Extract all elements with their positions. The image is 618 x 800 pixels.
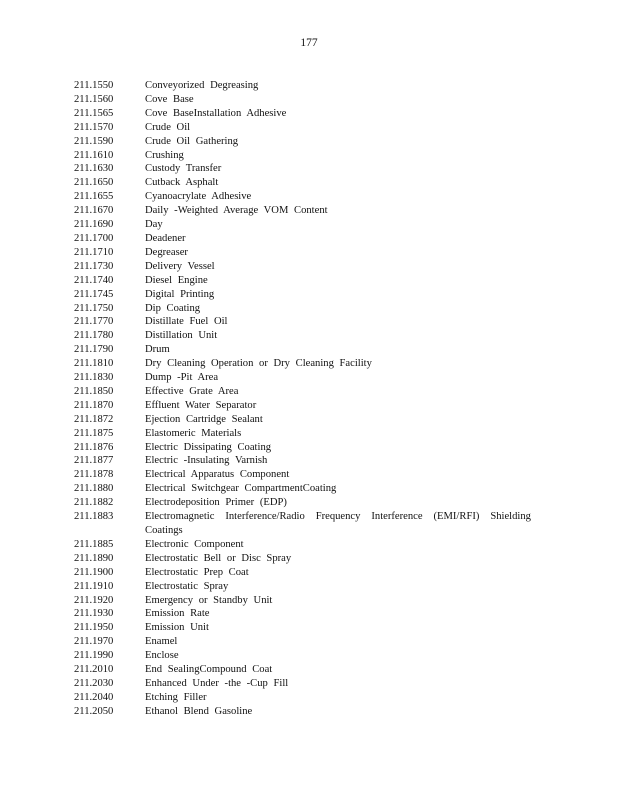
section-number: 211.1650 [74, 177, 114, 189]
definition-entry [74, 566, 544, 580]
defined-term: Distillate Fuel Oil [145, 316, 228, 328]
definition-entry [74, 149, 544, 163]
section-number: 211.1750 [74, 302, 114, 314]
defined-term: Distillation Unit [145, 330, 218, 342]
section-number: 211.1878 [74, 469, 114, 481]
definition-entry [74, 413, 544, 427]
definition-entry [74, 162, 544, 176]
section-number: 211.2010 [74, 664, 114, 676]
defined-term-word: Frequency [315, 511, 361, 523]
definition-entry [74, 371, 544, 385]
page-number: 177 [300, 37, 318, 49]
definition-entry [74, 176, 544, 190]
definition-entry [74, 594, 544, 608]
section-number: 211.1630 [74, 163, 114, 175]
definition-entry [74, 135, 544, 149]
section-number: 211.1670 [74, 205, 114, 217]
defined-term: Day [145, 219, 163, 231]
definition-entry [74, 302, 544, 316]
defined-term: Deadener [145, 232, 186, 244]
definition-entry [74, 538, 544, 552]
defined-term: Crushing [145, 149, 184, 161]
defined-term: Electrodeposition Primer (EDP) [145, 497, 287, 509]
defined-term: Cyanoacrylate Adhesive [145, 191, 252, 203]
defined-term-word: Interference/Radio [225, 511, 305, 523]
section-number: 211.1920 [74, 594, 114, 606]
defined-term: Electrostatic Bell or Disc Spray [145, 552, 292, 564]
section-number: 211.1830 [74, 372, 114, 384]
section-number: 211.2040 [74, 691, 114, 703]
defined-term: Emission Unit [145, 622, 209, 634]
defined-term: Enamel [145, 636, 178, 648]
defined-term: Ethanol Blend Gasoline [145, 705, 253, 717]
definition-entry [74, 274, 544, 288]
section-number: 211.1770 [74, 316, 114, 328]
defined-term: Electrical Switchgear CompartmentCoating [145, 483, 337, 495]
defined-term: Elastomeric Materials [145, 427, 242, 439]
defined-term: Crude Oil Gathering [145, 135, 239, 147]
defined-term-word: (EMI/RFI) [433, 511, 480, 523]
definition-entry [74, 663, 544, 677]
section-number: 211.1930 [74, 608, 114, 620]
section-number: 211.1900 [74, 566, 114, 578]
definition-entry [74, 649, 544, 663]
definition-entry [74, 190, 544, 204]
definitions-list [74, 79, 544, 719]
defined-term: Ejection Cartridge Sealant [145, 413, 263, 425]
defined-term-line [145, 510, 531, 524]
defined-term: Cove Base [145, 93, 194, 105]
section-number: 211.1790 [74, 344, 114, 356]
section-number: 211.1730 [74, 260, 114, 272]
defined-term: Delivery Vessel [145, 260, 215, 272]
defined-term: Diesel Engine [145, 274, 208, 286]
defined-term-word: Electromagnetic [145, 511, 215, 523]
definition-entry [74, 93, 544, 107]
definition-entry [74, 441, 544, 455]
section-number: 211.1745 [74, 288, 114, 300]
definition-entry [74, 260, 544, 274]
definition-entry [74, 705, 544, 719]
section-number: 211.1880 [74, 483, 114, 495]
section-number: 211.1550 [74, 80, 114, 91]
defined-term: Etching Filler [145, 691, 207, 703]
definition-entry [74, 288, 544, 302]
definition-entry [74, 232, 544, 246]
defined-term: Digital Printing [145, 288, 215, 300]
defined-term: Electric Dissipating Coating [145, 441, 272, 453]
defined-term: Conveyorized Degreasing [145, 80, 259, 91]
defined-term: Enclose [145, 650, 179, 662]
section-number: 211.2050 [74, 705, 114, 717]
defined-term: Custody Transfer [145, 163, 222, 175]
section-number: 211.1882 [74, 497, 114, 509]
defined-term: Dip Coating [145, 302, 201, 314]
section-number: 211.1850 [74, 385, 114, 397]
defined-term-word: Interference [371, 511, 423, 523]
section-number: 211.1560 [74, 93, 114, 105]
section-number: 211.1876 [74, 441, 114, 453]
section-number: 211.2030 [74, 677, 114, 689]
section-number: 211.1875 [74, 427, 114, 439]
definition-entry [74, 454, 544, 468]
definition-entry [74, 677, 544, 691]
defined-term: Enhanced Under -the -Cup Fill [145, 677, 289, 689]
definition-entry [74, 468, 544, 482]
section-number: 211.1950 [74, 622, 114, 634]
definition-entry [74, 399, 544, 413]
definition-entry [74, 343, 544, 357]
defined-term: Dump -Pit Area [145, 372, 219, 384]
section-number: 211.1872 [74, 413, 114, 425]
definition-entry [74, 204, 544, 218]
section-number: 211.1810 [74, 358, 114, 370]
section-number: 211.1780 [74, 330, 114, 342]
section-number: 211.1700 [74, 232, 114, 244]
defined-term: Cove BaseInstallation Adhesive [145, 107, 287, 119]
defined-term: Crude Oil [145, 121, 191, 133]
section-number: 211.1655 [74, 191, 114, 203]
section-number: 211.1885 [74, 538, 114, 550]
defined-term: Drum [145, 344, 170, 356]
defined-term: Daily -Weighted Average VOM Content [145, 205, 328, 217]
section-number: 211.1890 [74, 552, 114, 564]
section-number: 211.1590 [74, 135, 114, 147]
section-number: 211.1610 [74, 149, 114, 161]
section-number: 211.1910 [74, 580, 114, 592]
defined-term: Electric -Insulating Varnish [145, 455, 268, 467]
defined-term: Cutback Asphalt [145, 177, 219, 189]
definition-entry [74, 107, 544, 121]
section-number: 211.1710 [74, 246, 114, 258]
definition-entry [74, 482, 544, 496]
definition-entry [74, 635, 544, 649]
section-number: 211.1970 [74, 636, 114, 648]
definition-entry [74, 218, 544, 232]
defined-term: Electronic Component [145, 538, 244, 550]
section-number: 211.1990 [74, 650, 114, 662]
definition-entry [74, 510, 544, 538]
definition-entry [74, 385, 544, 399]
defined-term-continuation: Coatings [145, 525, 183, 536]
section-number: 211.1883 [74, 511, 114, 523]
definition-entry [74, 691, 544, 705]
definition-entry [74, 246, 544, 260]
defined-term: Effective Grate Area [145, 385, 239, 397]
definition-entry [74, 329, 544, 343]
definition-entry [74, 357, 544, 371]
defined-term: Effluent Water Separator [145, 399, 257, 411]
section-number: 211.1870 [74, 399, 114, 411]
defined-term-word: Shielding [490, 511, 531, 523]
definition-entry [74, 427, 544, 441]
definition-entry [74, 79, 544, 93]
defined-term [145, 510, 544, 538]
definition-entry [74, 496, 544, 510]
section-number: 211.1570 [74, 121, 114, 133]
defined-term: Electrostatic Prep Coat [145, 566, 249, 578]
section-number: 211.1877 [74, 455, 114, 467]
section-number: 211.1690 [74, 219, 114, 231]
definition-entry [74, 621, 544, 635]
definition-entry [74, 315, 544, 329]
definition-entry [74, 580, 544, 594]
defined-term: Emergency or Standby Unit [145, 594, 273, 606]
definition-entry [74, 607, 544, 621]
defined-term: Emission Rate [145, 608, 210, 620]
section-number: 211.1565 [74, 107, 114, 119]
definition-entry [74, 121, 544, 135]
section-number: 211.1740 [74, 274, 114, 286]
definition-entry [74, 552, 544, 566]
defined-term: Electrical Apparatus Component [145, 469, 290, 481]
defined-term: Degreaser [145, 246, 188, 258]
defined-term: End SealingCompound Coat [145, 664, 273, 676]
defined-term: Dry Cleaning Operation or Dry Cleaning Facility [145, 358, 372, 370]
defined-term: Electrostatic Spray [145, 580, 229, 592]
